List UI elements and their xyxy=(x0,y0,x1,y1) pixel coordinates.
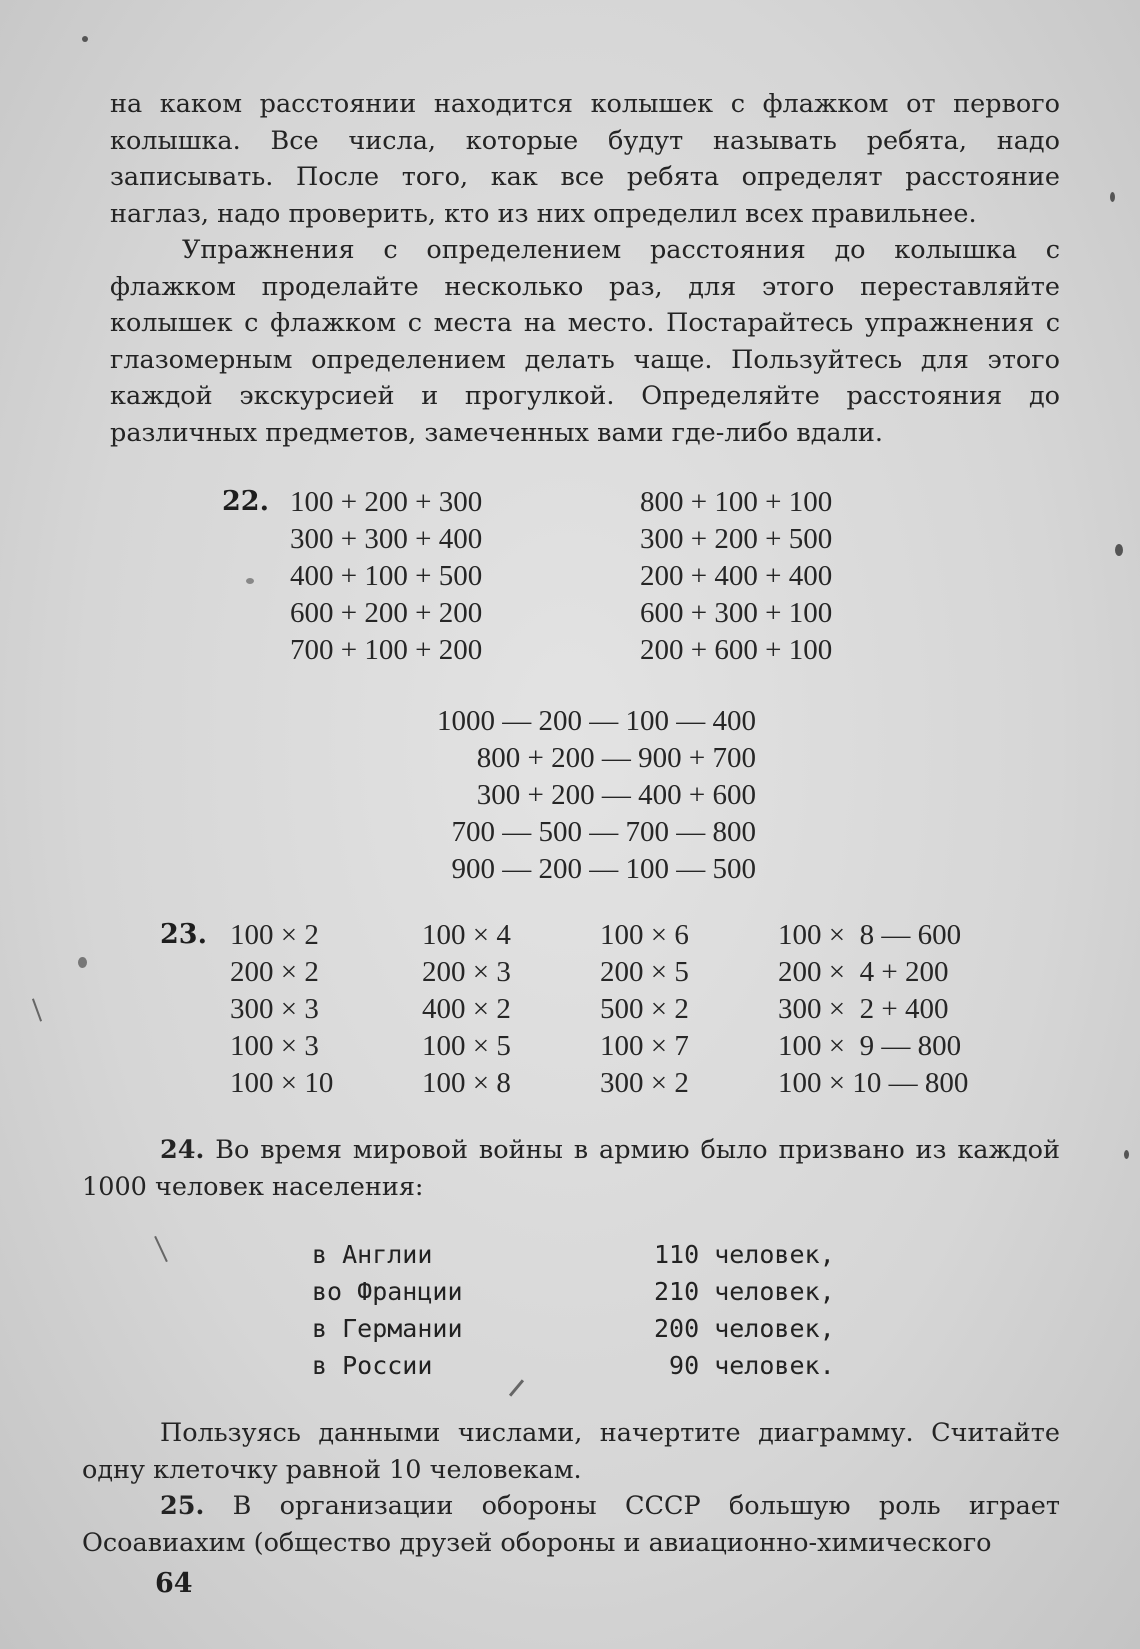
expression: 100 × 4 xyxy=(422,919,511,951)
exercise-24-number: 24. xyxy=(160,1135,205,1165)
paragraph-continuation: на каком расстоянии находится колышек с флажком от первого колышка. Все числа, которые будут называть ребята, надо записывать. После того, как все ребята определят расстояние наглаз, надо проверить, кто из них определил всех правильнее. xyxy=(110,89,1060,229)
country-name: во Франции xyxy=(312,1277,463,1306)
expression: 400 × 2 xyxy=(422,993,511,1025)
exercise-24-task: Пользуясь данными числами, начертите диаграмму. Считайте одну клеточку равной 10 человекам. xyxy=(82,1418,1060,1485)
expression: 100 × 6 xyxy=(600,919,689,951)
expression: 800 + 100 + 100 xyxy=(640,486,833,518)
expression: 100 × 9 — 800 xyxy=(778,1030,962,1062)
paper-speck xyxy=(78,957,87,968)
country-value: 110 человек, xyxy=(654,1240,835,1269)
page-number: 64 xyxy=(155,1568,193,1599)
expression: 300 × 2 + 400 xyxy=(778,993,949,1025)
country-name: в Германии xyxy=(312,1314,463,1343)
country-value: 200 человек, xyxy=(654,1314,835,1343)
expression: 200 × 2 xyxy=(230,956,319,988)
expression: 700 — 500 — 700 — 800 xyxy=(451,816,756,848)
paper-scratch xyxy=(154,1236,168,1262)
expression: 200 × 5 xyxy=(600,956,689,988)
expression: 900 — 200 — 100 — 500 xyxy=(451,853,756,885)
paper-speck xyxy=(1110,192,1115,202)
country-name: в России xyxy=(312,1351,433,1380)
paper-speck xyxy=(1115,544,1123,556)
paper-scratch xyxy=(509,1379,524,1396)
expression: 100 × 10 xyxy=(230,1067,334,1099)
paper-speck xyxy=(246,578,254,584)
expression: 100 × 8 xyxy=(422,1067,511,1099)
expression: 100 × 5 xyxy=(422,1030,511,1062)
exercise-25-body: В организации обороны СССР большую роль играет Осоавиахим (общество друзей обороны и авиационно-химического xyxy=(82,1491,1061,1558)
expression: 700 + 100 + 200 xyxy=(290,634,483,666)
expression: 600 + 300 + 100 xyxy=(640,597,833,629)
expression: 100 + 200 + 300 xyxy=(290,486,483,518)
expression: 200 × 3 xyxy=(422,956,511,988)
paragraph-eye-measure: Упражнения с определением расстояния до колышка с флажком проделайте несколько раз, для этого переставляйте колышек с флажком с места на место. Постарайтесь упражнения с глазомерным определением делать чаще. Пользуйтесь для этого каждой экскурсией и прогулкой. Определяйте расстояния до различных предметов, замеченных вами где-либо вдали. xyxy=(110,235,1060,448)
country-value: 90 человек. xyxy=(654,1351,835,1380)
expression: 1000 — 200 — 100 — 400 xyxy=(437,705,756,737)
expression: 300 + 300 + 400 xyxy=(290,523,483,555)
expression: 300 + 200 — 400 + 600 xyxy=(476,779,756,811)
exercise-25-number: 25. xyxy=(160,1491,205,1521)
expression: 100 × 10 — 800 xyxy=(778,1067,969,1099)
country-value: 210 человек, xyxy=(654,1277,835,1306)
expression: 100 × 2 xyxy=(230,919,319,951)
expression: 500 × 2 xyxy=(600,993,689,1025)
expression: 300 + 200 + 500 xyxy=(640,523,833,555)
expression: 100 × 7 xyxy=(600,1030,689,1062)
expression: 300 × 3 xyxy=(230,993,319,1025)
exercise-23-number: 23. xyxy=(160,919,207,950)
expression: 300 × 2 xyxy=(600,1067,689,1099)
expression: 800 + 200 — 900 + 700 xyxy=(476,742,756,774)
country-name: в Англии xyxy=(312,1240,433,1269)
exercise-22-number: 22. xyxy=(222,486,269,517)
expression: 100 × 3 xyxy=(230,1030,319,1062)
expression: 200 × 4 + 200 xyxy=(778,956,949,988)
paper-speck xyxy=(82,36,88,42)
exercise-25-text xyxy=(82,1488,1060,1561)
exercise-24-text xyxy=(82,1132,1060,1205)
expression: 400 + 100 + 500 xyxy=(290,560,483,592)
expression: 600 + 200 + 200 xyxy=(290,597,483,629)
paper-speck xyxy=(1124,1150,1129,1159)
expression: 200 + 400 + 400 xyxy=(640,560,833,592)
exercise-24-body: Во время мировой войны в армию было призвано из каждой 1000 человек населения: xyxy=(82,1135,1060,1202)
paper-scratch xyxy=(32,998,42,1021)
expression: 100 × 8 — 600 xyxy=(778,919,962,951)
expression: 200 + 600 + 100 xyxy=(640,634,833,666)
